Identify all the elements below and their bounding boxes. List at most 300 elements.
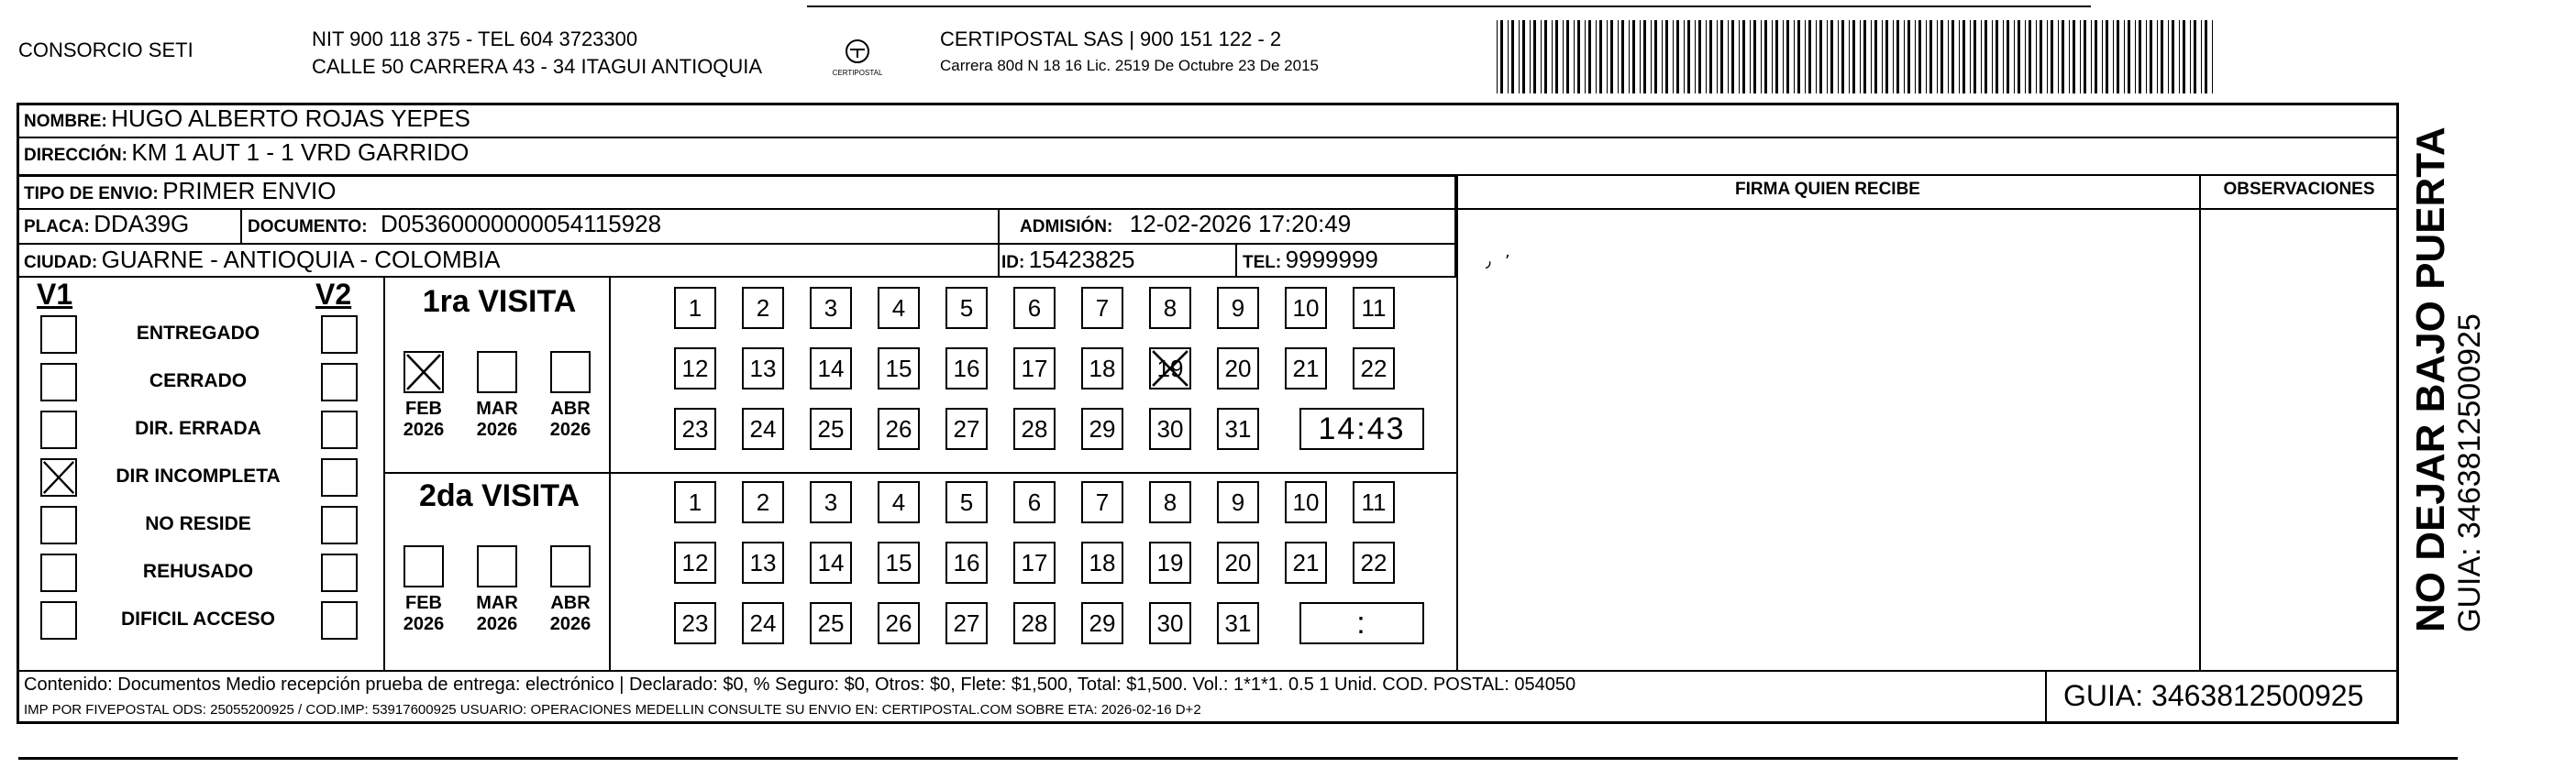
barcode-bar <box>2161 20 2163 93</box>
day-number: 9 <box>1231 293 1245 322</box>
day-cell[interactable] <box>1013 408 1056 450</box>
company-name: CONSORCIO SETI <box>18 38 193 61</box>
day-number: 24 <box>749 414 777 443</box>
barcode-bar <box>2062 20 2064 93</box>
barcode-bar <box>1915 20 1916 93</box>
day-number: 18 <box>1089 548 1116 576</box>
v1-checkbox[interactable] <box>40 601 77 640</box>
barcode-bar <box>2007 20 2009 93</box>
day-number: 19 <box>1156 548 1184 576</box>
v2-checkbox[interactable] <box>321 363 358 401</box>
month-column-border <box>609 278 611 670</box>
day-cell[interactable] <box>1353 542 1395 584</box>
barcode-bar <box>2135 20 2136 93</box>
barcode-bar <box>2150 20 2152 93</box>
day-number: 13 <box>749 548 777 576</box>
barcode-bar <box>1709 20 1712 93</box>
day-cell[interactable] <box>1081 408 1123 450</box>
barcode-bar <box>1841 20 1844 93</box>
day-cell[interactable] <box>1149 481 1191 523</box>
day-number: 30 <box>1156 414 1184 443</box>
day-number: 31 <box>1224 609 1252 637</box>
barcode-bar <box>2124 20 2125 93</box>
day-number: 4 <box>891 488 906 516</box>
barcode-bar <box>1929 20 1932 93</box>
day-number: 20 <box>1224 548 1252 576</box>
barcode-bar <box>1885 20 1888 93</box>
day-cell[interactable] <box>1285 287 1327 329</box>
barcode-bar <box>2025 20 2026 93</box>
barcode-bar <box>1775 20 1778 93</box>
day-cell[interactable] <box>945 542 988 584</box>
status-label: NO RESIDE <box>145 513 251 534</box>
day-cell[interactable] <box>742 602 784 644</box>
day-cell[interactable] <box>742 347 784 389</box>
barcode-bar <box>1654 20 1657 93</box>
barcode-bar <box>2212 20 2213 93</box>
day-number: 4 <box>891 293 906 322</box>
day-cell[interactable] <box>810 347 852 389</box>
barcode-bar <box>2183 20 2185 93</box>
barcode-bar <box>1970 20 1971 93</box>
status-label: DIFICIL ACCESO <box>120 609 275 630</box>
day-cell[interactable] <box>674 542 716 584</box>
direccion-value: KM 1 AUT 1 - 1 VRD GARRIDO <box>131 138 470 166</box>
placa-value: DDA39G <box>94 210 190 237</box>
month-name: FEB <box>405 593 442 613</box>
v1-checkbox[interactable] <box>40 506 77 544</box>
month-name: ABR <box>550 399 591 419</box>
day-number: 28 <box>1021 609 1048 637</box>
day-cell[interactable] <box>1081 287 1123 329</box>
day-cell[interactable] <box>878 481 920 523</box>
day-number: 7 <box>1095 488 1110 516</box>
day-number: 19 <box>1156 354 1184 382</box>
barcode-bar <box>1783 20 1784 93</box>
day-cell[interactable] <box>878 602 920 644</box>
barcode-bar <box>1618 20 1619 93</box>
visit-divider <box>383 472 1456 474</box>
barcode-bar <box>1511 20 1514 93</box>
day-cell[interactable] <box>878 542 920 584</box>
nombre-label: NOMBRE: <box>24 112 107 131</box>
barcode-bar <box>2179 20 2180 93</box>
month-year: 2026 <box>549 420 591 440</box>
barcode-bar <box>1852 20 1855 93</box>
time-box[interactable] <box>1299 408 1424 450</box>
barcode-bar <box>1640 20 1641 93</box>
barcode-bar <box>1992 20 1993 93</box>
day-number: 15 <box>885 548 912 576</box>
barcode-bar <box>1533 20 1536 93</box>
v1-checkbox[interactable] <box>40 315 77 354</box>
barcode-bar <box>1827 20 1828 93</box>
month-checkbox[interactable] <box>404 351 444 393</box>
barcode-bar <box>1907 20 1910 93</box>
barcode-bar <box>1544 20 1547 93</box>
day-number: 5 <box>959 293 974 322</box>
day-cell[interactable] <box>1081 542 1123 584</box>
month-label <box>537 399 603 441</box>
day-cell[interactable] <box>674 347 716 389</box>
tel-value: 9999999 <box>1285 246 1378 273</box>
day-number: 23 <box>681 414 709 443</box>
barcode-bar <box>1676 20 1679 93</box>
footer-print-line: IMP POR FIVEPOSTAL ODS: 25055200925 / COD.IMP: 53917600925 USUARIO: OPERACIONES MEDELLIN CONSULTE SU ENVIO EN: CERTIPOSTAL.COM SOBRE ETA: 2026-02-16 D+2 <box>24 702 1201 718</box>
day-cell[interactable] <box>1149 347 1191 389</box>
barcode-bar <box>1860 20 1861 93</box>
barcode-bar <box>1882 20 1883 93</box>
day-cell[interactable] <box>742 481 784 523</box>
barcode-bar <box>1673 20 1674 93</box>
day-number: 22 <box>1360 548 1388 576</box>
barcode-bar <box>2058 20 2059 93</box>
firma-header: FIRMA QUIEN RECIBE <box>1735 180 1920 199</box>
tipo-value: PRIMER ENVIO <box>162 177 337 204</box>
barcode-bar <box>2205 20 2207 93</box>
barcode-bar <box>1596 20 1597 93</box>
day-number: 17 <box>1021 548 1048 576</box>
status-label: DIR. ERRADA <box>135 418 261 439</box>
day-cell[interactable] <box>1217 347 1259 389</box>
month-name: FEB <box>405 399 442 419</box>
barcode-bar <box>1918 20 1921 93</box>
day-cell[interactable] <box>1149 602 1191 644</box>
month-checkbox[interactable] <box>550 545 591 587</box>
barcode-bar <box>1684 20 1685 93</box>
barcode-bar <box>2102 20 2103 93</box>
placa-label: PLACA: <box>24 217 90 236</box>
barcode-bar <box>2014 20 2015 93</box>
barcode-bar <box>2051 20 2053 93</box>
v2-checkbox[interactable] <box>321 554 358 592</box>
day-cell[interactable] <box>945 602 988 644</box>
status-label: REHUSADO <box>142 561 254 582</box>
day-cell[interactable] <box>674 287 716 329</box>
barcode-bar <box>1896 20 1899 93</box>
certipostal-logo <box>830 37 885 82</box>
day-cell[interactable] <box>1081 602 1123 644</box>
month-year: 2026 <box>476 420 518 440</box>
barcode-bar <box>1871 20 1872 93</box>
barcode-bar <box>1599 20 1602 93</box>
day-number: 15 <box>885 354 912 382</box>
col-divider <box>240 208 242 243</box>
day-cell[interactable] <box>810 542 852 584</box>
v1-checkbox[interactable] <box>40 458 77 497</box>
barcode-bar <box>2113 20 2114 93</box>
v1-checkbox[interactable] <box>40 363 77 401</box>
barcode-bar <box>1981 20 1982 93</box>
day-number: 20 <box>1224 354 1252 382</box>
day-cell[interactable] <box>1285 481 1327 523</box>
barcode-bar <box>1585 20 1586 93</box>
v2-checkbox[interactable] <box>321 411 358 449</box>
day-cell[interactable] <box>1013 347 1056 389</box>
day-number: 31 <box>1224 414 1252 443</box>
column-header-rule <box>1456 208 2399 210</box>
day-cell[interactable] <box>945 287 988 329</box>
barcode-bar <box>1632 20 1635 93</box>
barcode-bar <box>1996 20 1998 93</box>
day-number: 10 <box>1292 293 1320 322</box>
first-visit-title: 1ra VISITA <box>422 284 577 319</box>
documento-value: D05360000000054115928 <box>381 210 662 237</box>
day-number: 27 <box>953 609 980 637</box>
ciudad-row <box>24 246 501 274</box>
day-number: 14 <box>817 354 845 382</box>
barcode-bar <box>1541 20 1542 93</box>
time-box[interactable] <box>1299 602 1424 644</box>
day-number: 3 <box>824 293 838 322</box>
barcode-bar <box>2190 20 2191 93</box>
day-cell[interactable] <box>1353 347 1395 389</box>
footer-content-line: Contenido: Documentos Medio recepción prueba de entrega: electrónico | Declarado: $0, % Seguro: $0, Otros: $0, Flete: $1,500, Total: $1,500. Vol.: 1*1*1. 0.5 1 Unid. COD. POSTAL: 054050 <box>24 675 1576 695</box>
barcode-bar <box>1552 20 1553 93</box>
day-cell[interactable] <box>742 542 784 584</box>
v2-checkbox[interactable] <box>321 315 358 354</box>
month-name: ABR <box>550 593 591 613</box>
day-cell[interactable] <box>1217 408 1259 450</box>
status-label: CERRADO <box>149 370 248 391</box>
day-cell[interactable] <box>1217 481 1259 523</box>
barcode-bar <box>2095 20 2097 93</box>
day-cell[interactable] <box>878 408 920 450</box>
day-x-mark <box>1151 349 1189 388</box>
barcode-bar <box>2194 20 2196 93</box>
day-number: 16 <box>953 354 980 382</box>
month-checkbox[interactable] <box>477 545 517 587</box>
day-cell[interactable] <box>1217 602 1259 644</box>
day-number: 14 <box>817 548 845 576</box>
carrier-line: CERTIPOSTAL SAS | 900 151 122 - 2 <box>940 27 1282 50</box>
day-cell[interactable] <box>674 481 716 523</box>
barcode-bar <box>1761 20 1762 93</box>
footer-rule <box>17 670 2399 672</box>
barcode-bar <box>1698 20 1701 93</box>
day-cell[interactable] <box>1353 287 1395 329</box>
col-divider <box>1235 243 1237 278</box>
barcode-bar <box>1500 20 1503 93</box>
day-number: 8 <box>1163 488 1177 516</box>
header-top-rule <box>807 5 2091 7</box>
day-cell[interactable] <box>1013 602 1056 644</box>
barcode-bar <box>1893 20 1894 93</box>
month-name: MAR <box>476 399 518 419</box>
day-number: 21 <box>1292 548 1320 576</box>
day-cell[interactable] <box>1149 408 1191 450</box>
v1-checkbox[interactable] <box>40 411 77 449</box>
day-cell[interactable] <box>1149 542 1191 584</box>
day-cell[interactable] <box>1013 481 1056 523</box>
day-cell[interactable] <box>674 602 716 644</box>
barcode-bar <box>2139 20 2141 93</box>
day-number: 11 <box>1361 488 1387 516</box>
row-divider <box>17 243 1456 245</box>
day-number: 23 <box>681 609 709 637</box>
month-label <box>464 593 530 635</box>
barcode-bar <box>1687 20 1690 93</box>
barcode-bar <box>1742 20 1745 93</box>
tel-row <box>1243 246 1378 274</box>
barcode-bar <box>1948 20 1949 93</box>
day-number: 26 <box>885 414 912 443</box>
barcode-bar <box>2036 20 2037 93</box>
day-cell[interactable] <box>742 408 784 450</box>
day-number: 9 <box>1231 488 1245 516</box>
nit-line: NIT 900 118 375 - TEL 604 3723300 <box>312 27 638 50</box>
day-cell[interactable] <box>878 287 920 329</box>
day-number: 29 <box>1089 609 1116 637</box>
day-cell[interactable] <box>1149 287 1191 329</box>
day-number: 6 <box>1027 488 1042 516</box>
barcode-bar <box>1621 20 1624 93</box>
day-number: 13 <box>749 354 777 382</box>
barcode-bar <box>1805 20 1806 93</box>
day-number: 1 <box>688 488 702 516</box>
barcode-bar <box>1940 20 1943 93</box>
day-cell[interactable] <box>810 602 852 644</box>
day-cell[interactable] <box>1285 542 1327 584</box>
barcode-bar <box>2084 20 2086 93</box>
day-cell[interactable] <box>1013 542 1056 584</box>
day-number: 17 <box>1021 354 1048 382</box>
admision-label: ADMISIÓN: <box>1020 217 1113 236</box>
v2-checkbox[interactable] <box>321 458 358 497</box>
day-cell[interactable] <box>945 481 988 523</box>
barcode-bar <box>1772 20 1773 93</box>
page-bottom-rule <box>18 757 2458 760</box>
barcode-bar <box>1985 20 1987 93</box>
ciudad-label: CIUDAD: <box>24 253 98 272</box>
day-cell[interactable] <box>674 408 716 450</box>
month-checkbox[interactable] <box>404 545 444 587</box>
barcode-bar <box>1739 20 1740 93</box>
day-number: 12 <box>681 548 709 576</box>
address-line: CALLE 50 CARRERA 43 - 34 ITAGUI ANTIOQUIA <box>312 55 763 78</box>
day-cell[interactable] <box>945 408 988 450</box>
barcode-bar <box>1951 20 1954 93</box>
time-value: : <box>1356 605 1367 641</box>
barcode-bar <box>1563 20 1564 93</box>
barcode-bar <box>1610 20 1613 93</box>
day-cell[interactable] <box>1353 481 1395 523</box>
day-number: 1 <box>688 293 702 322</box>
barcode-bar <box>1973 20 1976 93</box>
barcode-bar <box>1629 20 1630 93</box>
placa-row <box>24 210 189 238</box>
day-number: 25 <box>817 609 845 637</box>
day-number: 2 <box>756 488 770 516</box>
v1-checkbox[interactable] <box>40 554 77 592</box>
barcode-bar <box>1574 20 1575 93</box>
no-dejar-bajo-puerta: NO DEJAR BAJO PUERTA <box>2408 126 2453 632</box>
v2-checkbox[interactable] <box>321 601 358 640</box>
month-checkbox[interactable] <box>550 351 591 393</box>
barcode-bar <box>1849 20 1850 93</box>
barcode-bar <box>1530 20 1531 93</box>
barcode-bar <box>1588 20 1591 93</box>
barcode-bar <box>2018 20 2020 93</box>
day-number: 28 <box>1021 414 1048 443</box>
barcode-bar <box>1794 20 1795 93</box>
admision-value: 12-02-2026 17:20:49 <box>1129 210 1352 237</box>
v2-checkbox[interactable] <box>321 506 358 544</box>
month-label <box>391 593 457 635</box>
ciudad-value: GUARNE - ANTIOQUIA - COLOMBIA <box>101 246 501 273</box>
month-year: 2026 <box>403 614 445 634</box>
barcode-bar <box>2117 20 2119 93</box>
barcode-bar <box>2069 20 2070 93</box>
day-number: 30 <box>1156 609 1184 637</box>
day-number: 3 <box>824 488 838 516</box>
barcode-bar <box>1651 20 1652 93</box>
barcode-bar <box>1819 20 1822 93</box>
day-cell[interactable] <box>742 287 784 329</box>
barcode-bar <box>2168 20 2169 93</box>
barcode-bar <box>1816 20 1817 93</box>
day-number: 8 <box>1163 293 1177 322</box>
barcode-bar <box>1522 20 1525 93</box>
barcode-bar <box>2146 20 2147 93</box>
barcode-bar <box>1577 20 1580 93</box>
day-number: 22 <box>1360 354 1388 382</box>
day-cell[interactable] <box>810 408 852 450</box>
barcode-bar <box>1750 20 1751 93</box>
signature-left-border <box>1456 175 1458 670</box>
documento-row <box>248 210 661 238</box>
barcode-bar <box>1959 20 1960 93</box>
id-value: 15423825 <box>1028 246 1135 273</box>
barcode-bar <box>2106 20 2108 93</box>
day-cell[interactable] <box>945 347 988 389</box>
barcode-bar <box>1838 20 1839 93</box>
month-checkbox[interactable] <box>477 351 517 393</box>
month-name: MAR <box>476 593 518 613</box>
day-number: 21 <box>1292 354 1320 382</box>
day-number: 10 <box>1292 488 1320 516</box>
barcode-bar <box>2091 20 2092 93</box>
day-number: 5 <box>959 488 974 516</box>
day-number: 7 <box>1095 293 1110 322</box>
day-cell[interactable] <box>810 481 852 523</box>
day-cell[interactable] <box>1081 481 1123 523</box>
barcode-bar <box>1764 20 1767 93</box>
barcode-bar <box>2128 20 2130 93</box>
day-number: 18 <box>1089 354 1116 382</box>
barcode-bar <box>2157 20 2158 93</box>
day-number: 6 <box>1027 293 1042 322</box>
barcode-bar <box>1695 20 1696 93</box>
day-cell[interactable] <box>1013 287 1056 329</box>
barcode <box>1495 20 2219 93</box>
logo-text: CERTIPOSTAL <box>832 69 883 77</box>
day-cell[interactable] <box>878 347 920 389</box>
day-cell[interactable] <box>1081 347 1123 389</box>
barcode-bar <box>1937 20 1938 93</box>
day-cell[interactable] <box>1285 347 1327 389</box>
barcode-bar <box>1508 20 1509 93</box>
barcode-bar <box>1662 20 1663 93</box>
day-cell[interactable] <box>1217 287 1259 329</box>
barcode-bar <box>2029 20 2031 93</box>
barcode-bar <box>1904 20 1905 93</box>
day-cell[interactable] <box>1217 542 1259 584</box>
barcode-bar <box>1706 20 1707 93</box>
license-line: Carrera 80d N 18 16 Lic. 2519 De Octubre 23 De 2015 <box>940 57 1319 74</box>
barcode-bar <box>1753 20 1756 93</box>
day-cell[interactable] <box>810 287 852 329</box>
